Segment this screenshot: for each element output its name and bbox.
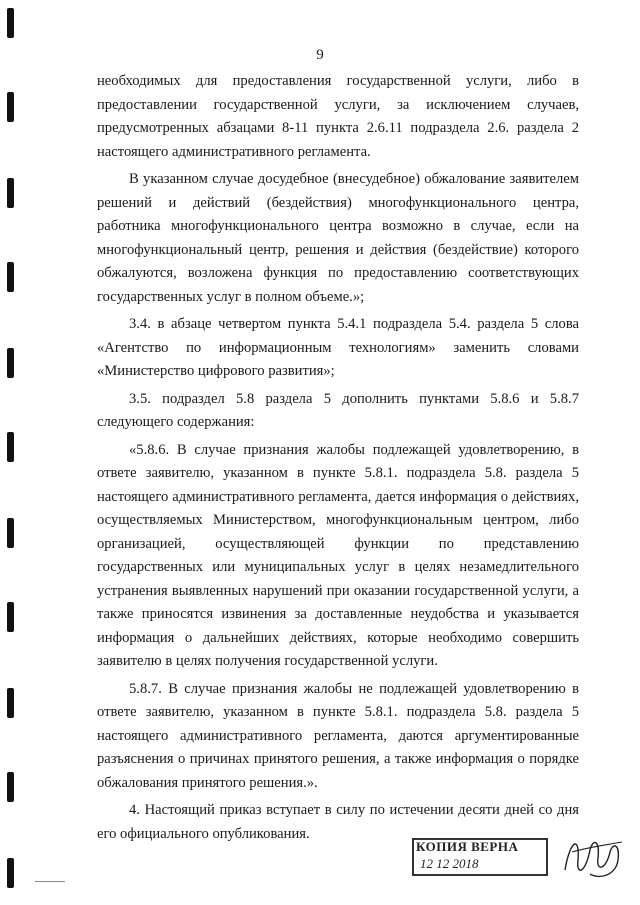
binding-hole xyxy=(7,92,14,122)
binding-hole xyxy=(7,772,14,802)
binding-hole xyxy=(7,858,14,888)
paragraph: 4. Настоящий приказ вступает в силу по истечении десяти дней со дня его официального опубликования. xyxy=(97,802,579,842)
stamp-date: 12 12 2018 xyxy=(420,856,479,871)
paragraph: 3.5. подраздел 5.8 раздела 5 дополнить пунктами 5.8.6 и 5.8.7 следующего содержания: xyxy=(97,390,579,430)
binding-hole xyxy=(7,348,14,378)
binding-hole xyxy=(7,432,14,462)
paragraph: В указанном случае досудебное (внесудебное) обжалование заявителем решений и действий (бездействия) многофункционального центра, работника многофункционального центра возможно в случае, если на многофункциональный центр, решения и действия (бездействие) которого обжалуются, возложена функция по предоставлению соответствующих государственных услуг в полном объеме.»; xyxy=(97,171,579,305)
scan-artifact xyxy=(35,881,65,882)
binding-holes xyxy=(7,0,17,905)
binding-hole xyxy=(7,602,14,632)
page-number: 9 xyxy=(316,47,324,63)
binding-hole xyxy=(7,8,14,38)
document-body xyxy=(97,70,579,846)
paragraph: «5.8.6. В случае признания жалобы подлежащей удовлетворению, в ответе заявителю, указанном в пункте 5.8.1. подраздела 5.8. раздела 5 настоящего административного регламента, дается информация о действиях, осуществляемых Министерством, многофункциональным центром, либо организацией, осуществляющей функции по представлению государственных или муниципальных услуг в целях незамедлительного устранения выявленных нарушений при оказании государственной услуги, а также приносятся извинения за доставленные неудобства и указывается информация о дальнейших действиях, которые необходимо совершить заявителю в целях получения государственной услуги. xyxy=(97,441,579,669)
handwritten-signature xyxy=(560,830,630,885)
stamp-title: КОПИЯ ВЕРНА xyxy=(416,839,519,854)
paragraph: необходимых для предоставления государственной услуги, либо в предоставлении государственной услуги, за исключением случаев, предусмотренных абзацами 8-11 пункта 2.6.11 подраздела 2.6. раздела 2 настоящего административного регламента. xyxy=(97,73,579,160)
binding-hole xyxy=(7,262,14,292)
binding-hole xyxy=(7,518,14,548)
paragraph: 5.8.7. В случае признания жалобы не подлежащей удовлетворению в ответе заявителю, указанном в пункте 5.8.1. подраздела 5.8. раздела 5 настоящего административного регламента, даются аргументированные разъяснения о причинах принятого решения, а также информация о порядке обжалования принятого решения.». xyxy=(97,680,579,791)
binding-hole xyxy=(7,178,14,208)
paragraph: 3.4. в абзаце четвертом пункта 5.4.1 подраздела 5.4. раздела 5 слова «Агентство по информационным технологиям» заменить словами «Министерство цифрового развития»; xyxy=(97,316,579,379)
copy-certification-stamp xyxy=(412,838,562,878)
binding-hole xyxy=(7,688,14,718)
